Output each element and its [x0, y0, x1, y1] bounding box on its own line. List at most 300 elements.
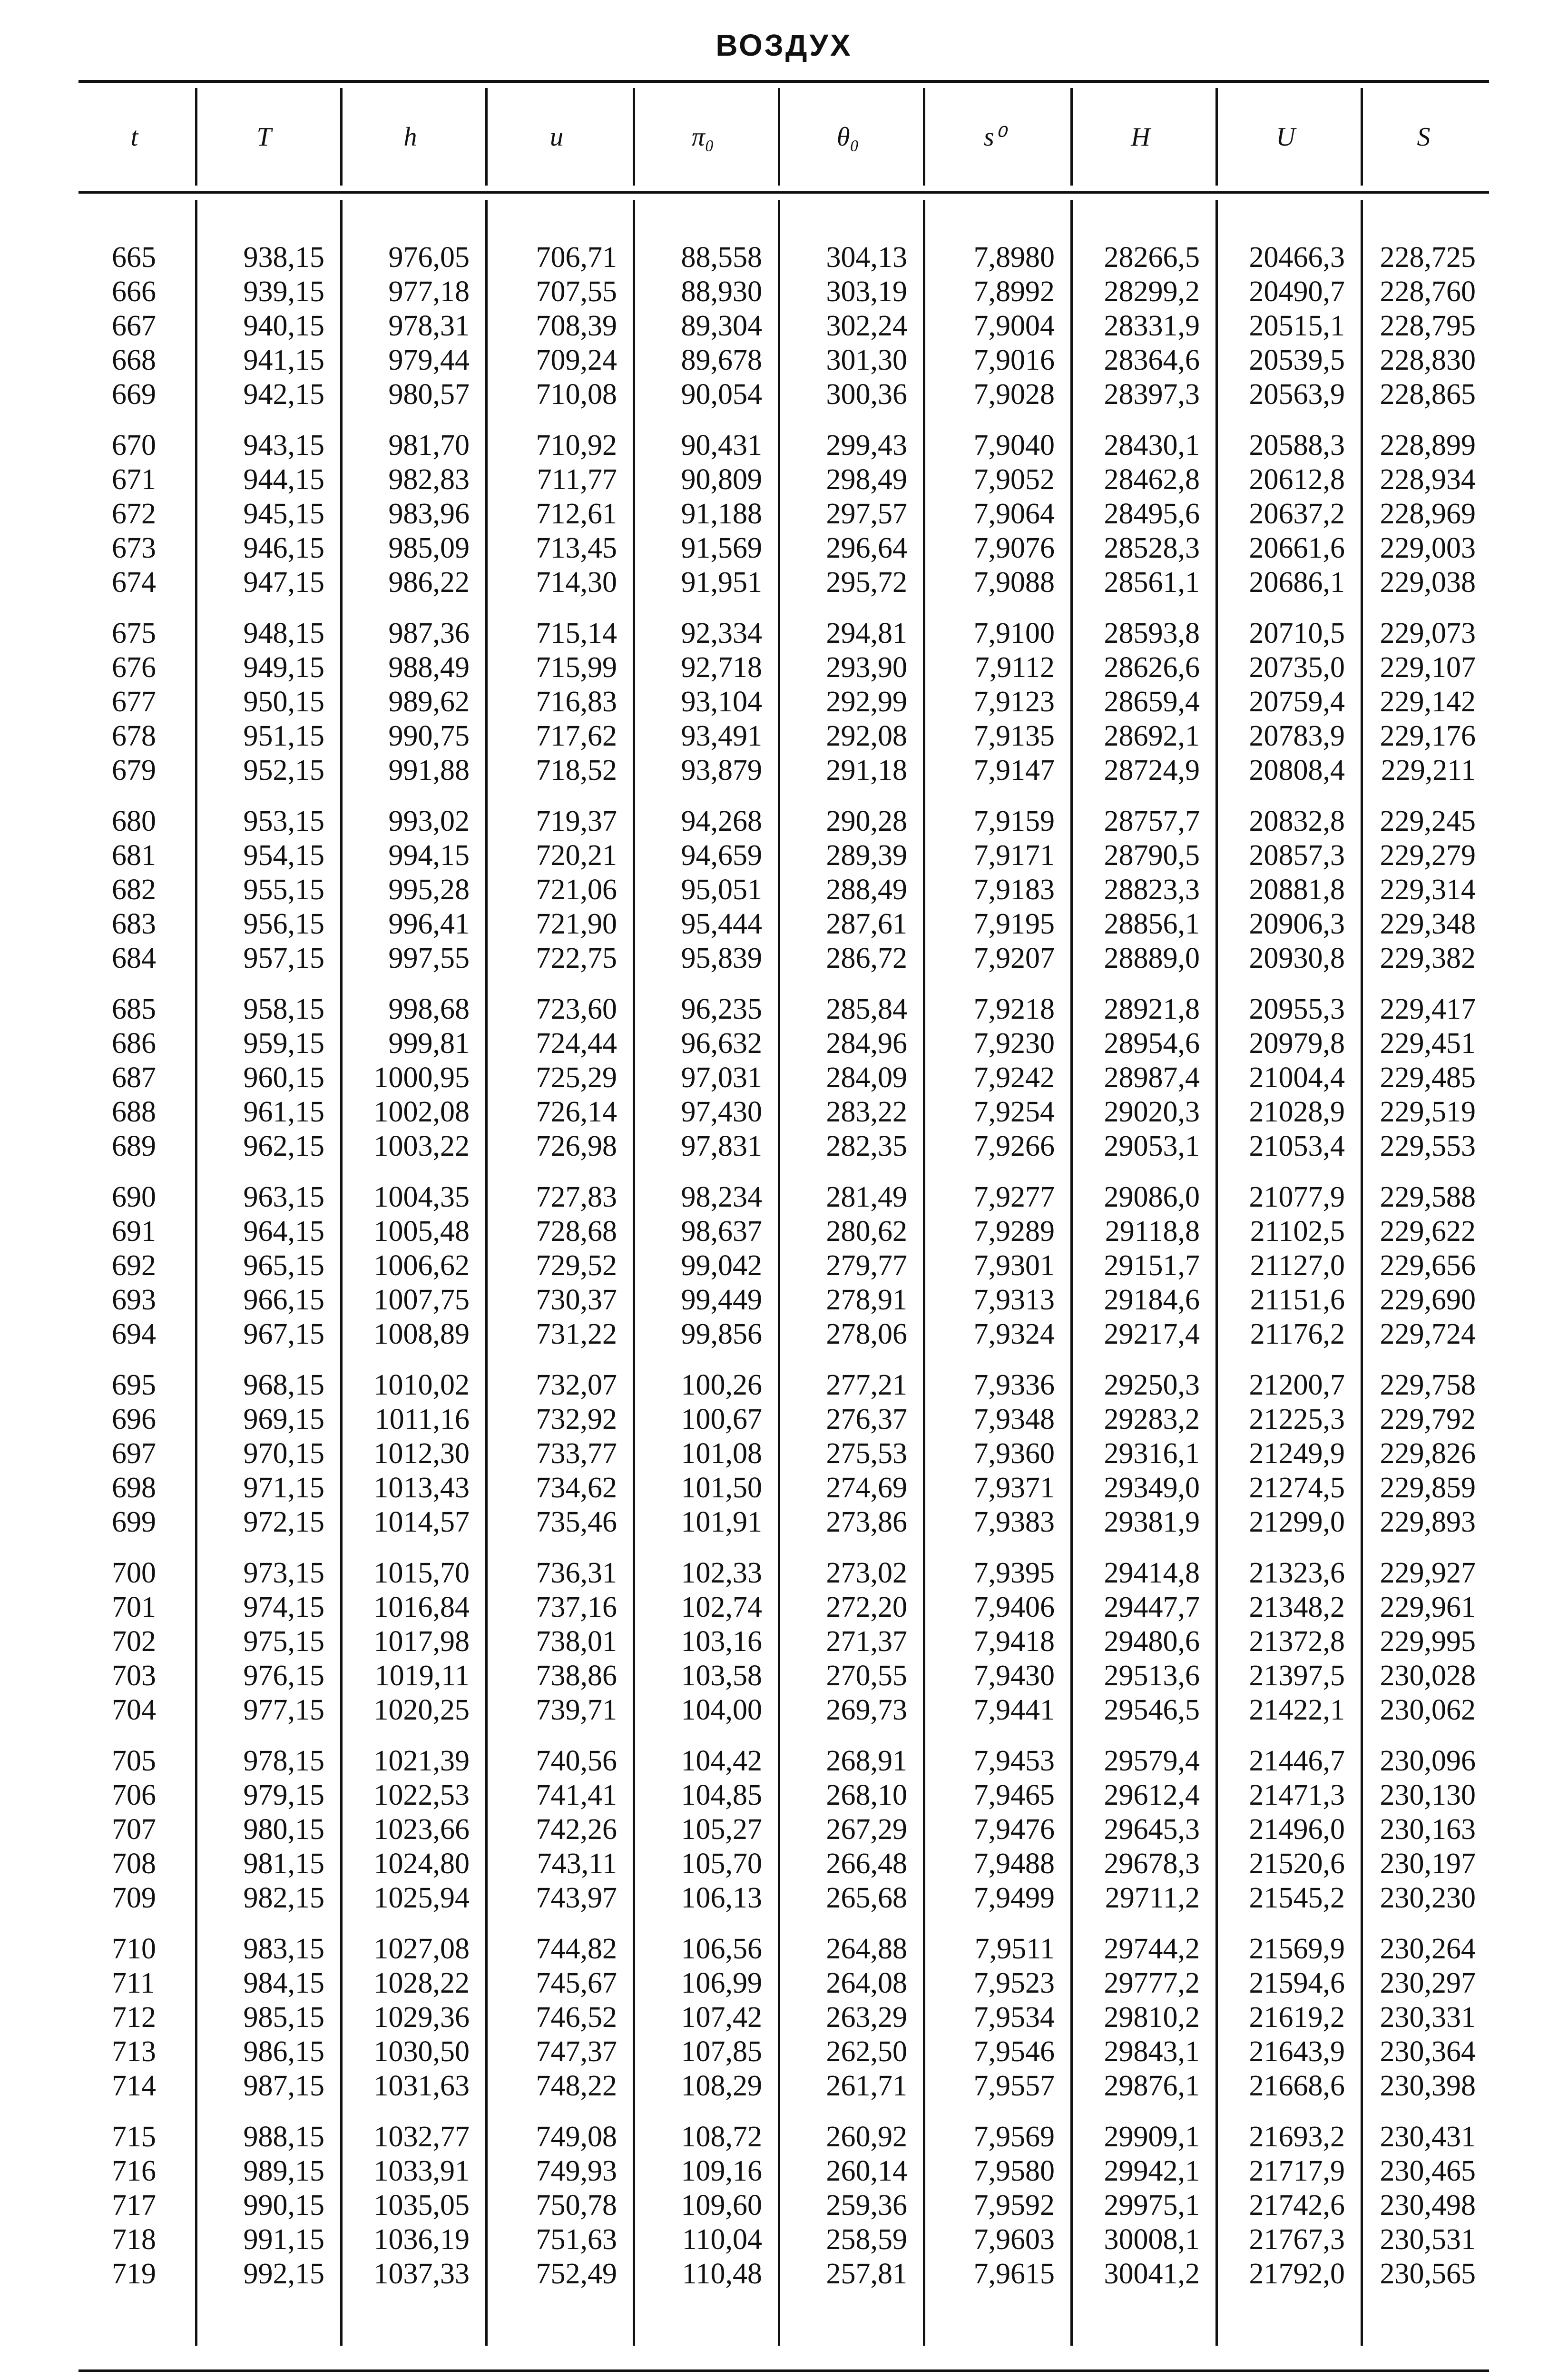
table-cell: 978,15: [243, 1745, 324, 1777]
column-5-values: [775, 428, 907, 600]
table-cell: 688: [112, 1096, 156, 1128]
table-cell: 960,15: [243, 1062, 324, 1094]
table-cell: 7,9511: [974, 1933, 1055, 1965]
table-cell: 977,18: [388, 275, 470, 308]
table-cell: 7,9580: [973, 2155, 1055, 2187]
table-cell: 268,10: [826, 1779, 907, 1811]
column-1-values: [190, 804, 324, 975]
table-cell: 717: [112, 2189, 156, 2222]
table-cell: 7,9076: [973, 532, 1055, 564]
column-7-values: [1068, 1368, 1200, 1539]
table-cell: 28724,9: [1104, 754, 1200, 786]
table-cell: 97,430: [681, 1096, 762, 1128]
column-7-values: [1068, 1744, 1200, 1915]
table-cell: 228,899: [1380, 429, 1476, 462]
table-cell: 744,82: [536, 1933, 617, 1965]
table-cell: 672: [112, 498, 156, 530]
table-cell: 674: [112, 566, 156, 599]
table-cell: 1030,50: [373, 2035, 470, 2068]
table-cell: 698: [112, 1472, 156, 1504]
table-cell: 1032,77: [373, 2121, 470, 2153]
table-cell: 947,15: [243, 566, 324, 599]
table-cell: 228,760: [1380, 275, 1476, 308]
table-cell: 291,18: [826, 754, 907, 786]
table-cell: 732,07: [536, 1369, 617, 1401]
table-cell: 7,9441: [973, 1694, 1055, 1726]
column-7-values: [1068, 1556, 1200, 1727]
table-cell: 7,9159: [973, 805, 1055, 837]
table-cell: 715,14: [536, 617, 617, 649]
table-cell: 229,142: [1380, 686, 1476, 718]
table-cell: 7,9052: [973, 463, 1055, 496]
column-3-values: [483, 1556, 617, 1727]
table-cell: 29283,2: [1104, 1403, 1200, 1435]
table-cell: 996,41: [388, 908, 470, 940]
table-cell: 706,71: [536, 241, 617, 274]
table-cell: 738,86: [536, 1660, 617, 1692]
column-6-values: [921, 804, 1055, 975]
table-cell: 20735,0: [1249, 651, 1345, 684]
table-cell: 20955,3: [1249, 993, 1345, 1025]
table-cell: 104,00: [681, 1694, 762, 1726]
table-cell: 981,70: [388, 429, 470, 462]
column-1-values: [190, 240, 324, 412]
table-cell: 289,39: [826, 839, 907, 872]
table-cell: 717,62: [536, 720, 617, 752]
table-cell: 20808,4: [1249, 754, 1345, 786]
table-cell: 980,15: [243, 1813, 324, 1846]
table-cell: 29250,3: [1104, 1369, 1200, 1401]
table-cell: 678: [112, 720, 156, 752]
column-5-values: [775, 240, 907, 412]
table-cell: 989,15: [243, 2155, 324, 2187]
column-header: h: [403, 122, 417, 152]
table-cell: 7,9371: [973, 1472, 1055, 1504]
table-cell: 7,9218: [973, 993, 1055, 1025]
table-cell: 7,9135: [973, 720, 1055, 752]
table-cell: 105,27: [681, 1813, 762, 1846]
table-cell: 684: [112, 942, 156, 974]
table-cell: 710,08: [536, 378, 617, 411]
table-cell: 230,028: [1380, 1660, 1476, 1692]
table-cell: 7,9418: [973, 1625, 1055, 1658]
column-3-values: [483, 428, 617, 600]
table-cell: 965,15: [243, 1249, 324, 1282]
table-cell: 728,68: [536, 1215, 617, 1248]
table-cell: 263,29: [826, 2001, 907, 2034]
table-cell: 21594,6: [1249, 1967, 1345, 1999]
column-1-values: [190, 616, 324, 787]
table-cell: 96,632: [681, 1027, 762, 1060]
table-cell: 21323,6: [1249, 1557, 1345, 1589]
table-cell: 7,9040: [973, 429, 1055, 462]
column-8-values: [1213, 616, 1345, 787]
table-cell: 1020,25: [373, 1694, 470, 1726]
table-cell: 93,104: [681, 686, 762, 718]
column-3-values: [483, 804, 617, 975]
table-cell: 953,15: [243, 805, 324, 837]
table-cell: 98,637: [681, 1215, 762, 1248]
table-cell: 993,02: [388, 805, 470, 837]
column-4-values: [630, 616, 762, 787]
table-cell: 7,9171: [973, 839, 1055, 872]
table-cell: 29942,1: [1104, 2155, 1200, 2187]
table-cell: 29053,1: [1104, 1130, 1200, 1162]
table-cell: 230,130: [1380, 1779, 1476, 1811]
table-cell: 707: [112, 1813, 156, 1846]
table-cell: 20783,9: [1249, 720, 1345, 752]
table-cell: 109,16: [681, 2155, 762, 2187]
column-5-values: [775, 2120, 907, 2291]
table-cell: 716: [112, 2155, 156, 2187]
column-6-values: [921, 1556, 1055, 1727]
table-cell: 721,06: [536, 874, 617, 906]
table-cell: 945,15: [243, 498, 324, 530]
column-8-values: [1213, 2120, 1345, 2291]
table-cell: 973,15: [243, 1557, 324, 1589]
table-cell: 29843,1: [1104, 2035, 1200, 2068]
table-cell: 701: [112, 1591, 156, 1623]
table-cell: 982,15: [243, 1882, 324, 1914]
table-cell: 99,042: [681, 1249, 762, 1282]
table-cell: 997,55: [388, 942, 470, 974]
table-cell: 29513,6: [1104, 1660, 1200, 1692]
table-cell: 21619,2: [1249, 2001, 1345, 2034]
table-cell: 719: [112, 2258, 156, 2290]
column-9-values: [1358, 2120, 1476, 2291]
table-cell: 92,334: [681, 617, 762, 649]
table-cell: 1031,63: [373, 2070, 470, 2102]
table-cell: 21200,7: [1249, 1369, 1345, 1401]
table-cell: 720,21: [536, 839, 617, 872]
table-cell: 29975,1: [1104, 2189, 1200, 2222]
table-cell: 20979,8: [1249, 1027, 1345, 1060]
table-cell: 229,451: [1380, 1027, 1476, 1060]
column-7-values: [1068, 240, 1200, 412]
table-cell: 229,927: [1380, 1557, 1476, 1589]
table-cell: 998,68: [388, 993, 470, 1025]
page-title: ВОЗДУХ: [715, 28, 853, 62]
table-cell: 228,969: [1380, 498, 1476, 530]
column-2-values: [338, 1744, 470, 1915]
column-6-values: [921, 1180, 1055, 1351]
table-cell: 282,35: [826, 1130, 907, 1162]
table-cell: 703: [112, 1660, 156, 1692]
table-cell: 7,9147: [973, 754, 1055, 786]
column-1-values: [190, 1556, 324, 1727]
column-7-values: [1068, 992, 1200, 1163]
table-cell: 986,22: [388, 566, 470, 599]
table-cell: 290,28: [826, 805, 907, 837]
table-cell: 92,718: [681, 651, 762, 684]
table-cell: 726,98: [536, 1130, 617, 1162]
table-cell: 28397,3: [1104, 378, 1200, 411]
table-cell: 28462,8: [1104, 463, 1200, 496]
column-header: π₀: [691, 122, 715, 152]
table-cell: 107,85: [681, 2035, 762, 2068]
row-group: [0, 1180, 1568, 1356]
table-cell: 751,63: [536, 2223, 617, 2256]
table-cell: 28331,9: [1104, 310, 1200, 342]
column-4-values: [630, 1368, 762, 1539]
column-header: T: [256, 122, 272, 152]
table-cell: 723,60: [536, 993, 617, 1025]
table-cell: 267,29: [826, 1813, 907, 1846]
table-cell: 108,72: [681, 2121, 762, 2153]
table-cell: 295,72: [826, 566, 907, 599]
table-cell: 230,331: [1380, 2001, 1476, 2034]
row-group: [0, 2120, 1568, 2296]
table-cell: 681: [112, 839, 156, 872]
table-cell: 108,29: [681, 2070, 762, 2102]
column-8-values: [1213, 1744, 1345, 1915]
table-cell: 944,15: [243, 463, 324, 496]
table-cell: 229,995: [1380, 1625, 1476, 1658]
column-7-values: [1068, 428, 1200, 600]
table-cell: 229,758: [1380, 1369, 1476, 1401]
table-cell: 977,15: [243, 1694, 324, 1726]
column-2-values: [338, 1180, 470, 1351]
table-cell: 1029,36: [373, 2001, 470, 2034]
table-cell: 297,57: [826, 498, 907, 530]
column-9-values: [1358, 1556, 1476, 1727]
table-cell: 715: [112, 2121, 156, 2153]
table-cell: 21225,3: [1249, 1403, 1345, 1435]
table-cell: 20930,8: [1249, 942, 1345, 974]
table-cell: 713: [112, 2035, 156, 2068]
table-cell: 278,91: [826, 1284, 907, 1316]
table-cell: 29711,2: [1105, 1882, 1200, 1914]
table-cell: 261,71: [826, 2070, 907, 2102]
table-cell: 978,31: [388, 310, 470, 342]
table-cell: 20906,3: [1249, 908, 1345, 940]
table-cell: 230,230: [1380, 1882, 1476, 1914]
table-cell: 28364,6: [1104, 344, 1200, 376]
column-2-values: [338, 240, 470, 412]
column-header: H: [1131, 122, 1150, 152]
table-cell: 21422,1: [1249, 1694, 1345, 1726]
table-cell: 20832,8: [1249, 805, 1345, 837]
table-cell: 983,15: [243, 1933, 324, 1965]
table-cell: 7,8992: [973, 275, 1055, 308]
table-cell: 28430,1: [1104, 429, 1200, 462]
table-cell: 20661,6: [1249, 532, 1345, 564]
table-cell: 229,245: [1380, 805, 1476, 837]
table-cell: 7,9383: [973, 1506, 1055, 1538]
column-3-values: [483, 616, 617, 787]
table-cell: 110,04: [682, 2223, 762, 2256]
column-6-values: [921, 1744, 1055, 1915]
table-cell: 293,90: [826, 651, 907, 684]
table-cell: 7,9088: [973, 566, 1055, 599]
table-cell: 284,09: [826, 1062, 907, 1094]
table-cell: 21446,7: [1249, 1745, 1345, 1777]
table-cell: 7,9499: [973, 1882, 1055, 1914]
column-2-values: [338, 804, 470, 975]
table-cell: 30008,1: [1104, 2223, 1200, 2256]
column-3-values: [483, 992, 617, 1163]
table-cell: 7,9592: [973, 2189, 1055, 2222]
table-cell: 733,77: [536, 1437, 617, 1470]
column-9-values: [1358, 616, 1476, 787]
column-7-values: [1068, 1180, 1200, 1351]
table-cell: 1037,33: [373, 2258, 470, 2290]
table-cell: 709: [112, 1882, 156, 1914]
table-cell: 704: [112, 1694, 156, 1726]
table-cell: 20857,3: [1249, 839, 1345, 872]
table-cell: 28266,5: [1104, 241, 1200, 274]
column-2-values: [338, 428, 470, 600]
table-cell: 7,9313: [973, 1284, 1055, 1316]
table-cell: 1005,48: [373, 1215, 470, 1248]
table-cell: 680: [112, 805, 156, 837]
table-cell: 100,67: [681, 1403, 762, 1435]
column-4-values: [630, 1932, 762, 2103]
table-cell: 7,9523: [973, 1967, 1055, 1999]
table-cell: 7,9336: [973, 1369, 1055, 1401]
table-cell: 687: [112, 1062, 156, 1094]
table-cell: 675: [112, 617, 156, 649]
table-cell: 20637,2: [1249, 498, 1345, 530]
column-8-values: [1213, 428, 1345, 600]
column-9-values: [1358, 1368, 1476, 1539]
table-cell: 107,42: [681, 2001, 762, 2034]
table-cell: 707,55: [536, 275, 617, 308]
table-cell: 28823,3: [1104, 874, 1200, 906]
column-6-values: [921, 992, 1055, 1163]
table-cell: 735,46: [536, 1506, 617, 1538]
table-cell: 95,444: [681, 908, 762, 940]
table-cell: 955,15: [243, 874, 324, 906]
table-cell: 99,449: [681, 1284, 762, 1316]
table-cell: 276,37: [826, 1403, 907, 1435]
table-cell: 966,15: [243, 1284, 324, 1316]
table-cell: 673: [112, 532, 156, 564]
column-header: u: [550, 122, 563, 152]
table-cell: 230,431: [1380, 2121, 1476, 2153]
table-cell: 691: [112, 1215, 156, 1248]
table-cell: 976,15: [243, 1660, 324, 1692]
table-cell: 7,9476: [973, 1813, 1055, 1846]
table-cell: 7,9406: [973, 1591, 1055, 1623]
table-cell: 712: [112, 2001, 156, 2034]
table-cell: 20490,7: [1249, 275, 1345, 308]
table-cell: 715,99: [536, 651, 617, 684]
column-5-values: [775, 804, 907, 975]
table-cell: 712,61: [536, 498, 617, 530]
table-cell: 230,531: [1380, 2223, 1476, 2256]
column-7-values: [1068, 1932, 1200, 2103]
table-cell: 29579,4: [1104, 1745, 1200, 1777]
table-cell: 1028,22: [373, 1967, 470, 1999]
table-cell: 28692,1: [1104, 720, 1200, 752]
table-cell: 991,15: [243, 2223, 324, 2256]
table-cell: 946,15: [243, 532, 324, 564]
table-cell: 229,073: [1380, 617, 1476, 649]
table-cell: 229,382: [1380, 942, 1476, 974]
table-cell: 29876,1: [1104, 2070, 1200, 2102]
table-cell: 229,588: [1380, 1181, 1476, 1213]
table-cell: 702: [112, 1625, 156, 1658]
table-cell: 724,44: [536, 1027, 617, 1060]
table-cell: 229,893: [1380, 1506, 1476, 1538]
table-cell: 718,52: [536, 754, 617, 786]
table-cell: 20612,8: [1249, 463, 1345, 496]
table-cell: 938,15: [243, 241, 324, 274]
table-cell: 98,234: [681, 1181, 762, 1213]
table-cell: 987,15: [243, 2070, 324, 2102]
table-cell: 737,16: [536, 1591, 617, 1623]
table-cell: 300,36: [826, 378, 907, 411]
table-cell: 990,15: [243, 2189, 324, 2222]
table-cell: 101,50: [681, 1472, 762, 1504]
table-cell: 29777,2: [1104, 1967, 1200, 1999]
table-cell: 100,26: [681, 1369, 762, 1401]
table-cell: 28495,6: [1104, 498, 1200, 530]
table-cell: 229,107: [1380, 651, 1476, 684]
table-cell: 20563,9: [1249, 378, 1345, 411]
table-cell: 708: [112, 1848, 156, 1880]
table-cell: 1014,57: [373, 1506, 470, 1538]
table-cell: 700: [112, 1557, 156, 1589]
table-cell: 21004,4: [1249, 1062, 1345, 1094]
column-5-values: [775, 1368, 907, 1539]
table-cell: 964,15: [243, 1215, 324, 1248]
table-cell: 29316,1: [1104, 1437, 1200, 1470]
column-4-values: [630, 804, 762, 975]
table-cell: 91,188: [681, 498, 762, 530]
table-cell: 29480,6: [1104, 1625, 1200, 1658]
table-cell: 229,622: [1380, 1215, 1476, 1248]
column-1-values: [190, 1368, 324, 1539]
table-cell: 104,85: [681, 1779, 762, 1811]
column-header: U: [1276, 122, 1295, 152]
table-cell: 958,15: [243, 993, 324, 1025]
table-cell: 303,19: [826, 275, 907, 308]
column-6-values: [921, 240, 1055, 412]
column-9-values: [1358, 992, 1476, 1163]
table-cell: 1023,66: [373, 1813, 470, 1846]
table-cell: 7,9324: [973, 1318, 1055, 1350]
table-cell: 286,72: [826, 942, 907, 974]
table-cell: 21643,9: [1249, 2035, 1345, 2068]
table-cell: 280,62: [826, 1215, 907, 1248]
table-cell: 962,15: [243, 1130, 324, 1162]
table-cell: 29217,4: [1104, 1318, 1200, 1350]
table-cell: 948,15: [243, 617, 324, 649]
table-cell: 230,297: [1380, 1967, 1476, 1999]
table-cell: 695: [112, 1369, 156, 1401]
table-cell: 991,88: [388, 754, 470, 786]
column-7-values: [1068, 616, 1200, 787]
table-cell: 21151,6: [1250, 1284, 1345, 1316]
table-cell: 21668,6: [1249, 2070, 1345, 2102]
table-cell: 1006,62: [373, 1249, 470, 1282]
table-cell: 93,491: [681, 720, 762, 752]
table-cell: 7,9430: [973, 1660, 1055, 1692]
table-cell: 28528,3: [1104, 532, 1200, 564]
table-cell: 21471,3: [1249, 1779, 1345, 1811]
table-cell: 745,67: [536, 1967, 617, 1999]
table-cell: 722,75: [536, 942, 617, 974]
column-7-values: [1068, 804, 1200, 975]
table-cell: 20515,1: [1249, 310, 1345, 342]
table-cell: 738,01: [536, 1625, 617, 1658]
row-group: [0, 1932, 1568, 2108]
table-cell: 281,49: [826, 1181, 907, 1213]
table-cell: 7,8980: [973, 241, 1055, 274]
table-cell: 104,42: [681, 1745, 762, 1777]
